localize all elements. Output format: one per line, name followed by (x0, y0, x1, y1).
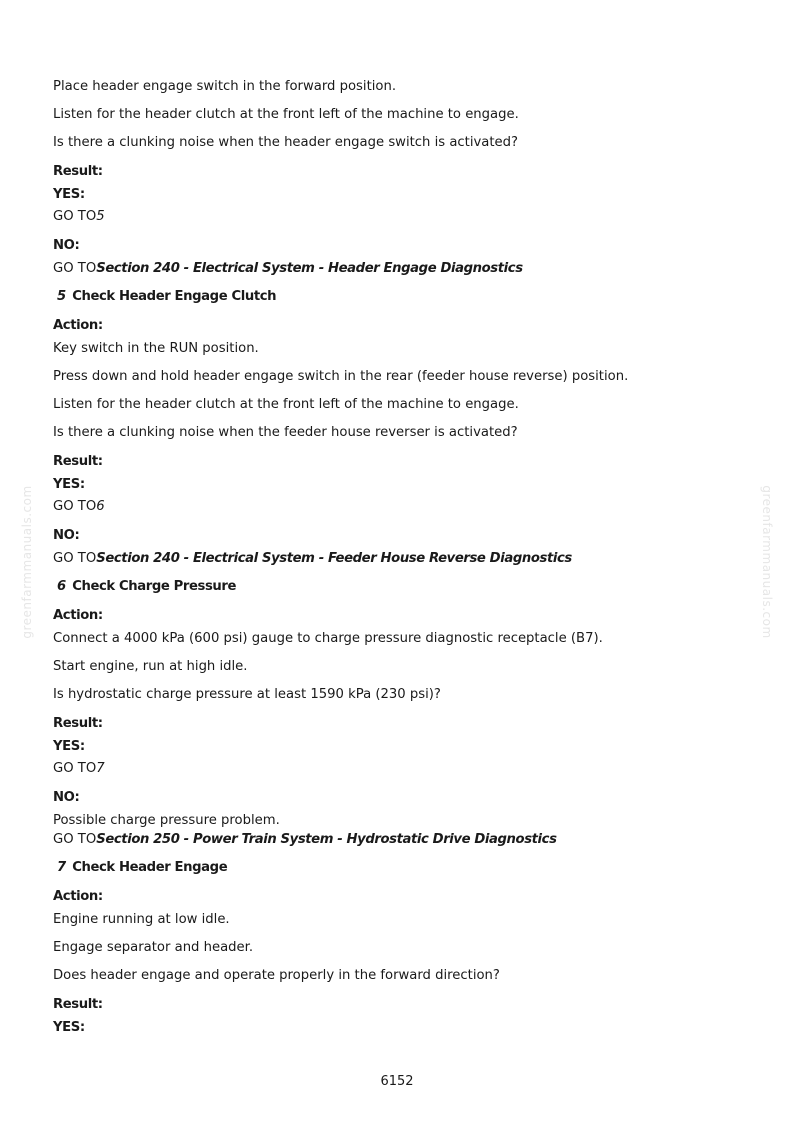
no-label: NO: (53, 238, 80, 253)
instruction-text: Listen for the header clutch at the front left of the machine to engage. (53, 107, 519, 122)
yes-label: YES: (53, 477, 85, 492)
action-text: Start engine, run at high idle. (53, 659, 248, 674)
goto-step-link[interactable]: 6 (96, 499, 105, 514)
action-text: Connect a 4000 kPa (600 psi) gauge to charge pressure diagnostic receptacle (B7). (53, 631, 603, 646)
no-text: Possible charge pressure problem. (53, 813, 280, 828)
result-label: Result: (53, 716, 103, 731)
instruction-text: Place header engage switch in the forward position. (53, 79, 397, 94)
step-number: 7 (57, 860, 67, 875)
action-text: Press down and hold header engage switch in the rear (feeder house reverse) position. (53, 369, 629, 384)
action-text: Engine running at low idle. (53, 912, 230, 927)
step-heading (57, 860, 227, 876)
yes-label: YES: (53, 739, 85, 754)
goto-label: GO TO (53, 551, 97, 566)
step-heading (57, 579, 236, 595)
question-text: Does header engage and operate properly in the forward direction? (53, 968, 500, 983)
no-label: NO: (53, 528, 80, 543)
step-heading (57, 289, 276, 305)
yes-label: YES: (53, 187, 85, 202)
section-link[interactable]: Section 250 - Power Train System - Hydrostatic Drive Diagnostics (96, 832, 557, 847)
step-title: Check Header Engage Clutch (72, 289, 277, 304)
goto-line (53, 551, 572, 567)
goto-line (53, 209, 105, 225)
action-label: Action: (53, 889, 103, 904)
result-label: Result: (53, 997, 103, 1012)
goto-label: GO TO (53, 261, 97, 276)
question-text: Is hydrostatic charge pressure at least 1590 kPa (230 psi)? (53, 687, 441, 702)
goto-step-link[interactable]: 5 (96, 209, 105, 224)
watermark-left: greenfarmmanuals.com (19, 485, 34, 639)
yes-label: YES: (53, 1020, 85, 1035)
goto-label: GO TO (53, 761, 97, 776)
section-link[interactable]: Section 240 - Electrical System - Feeder House Reverse Diagnostics (96, 551, 572, 566)
goto-step-link[interactable]: 7 (96, 761, 105, 776)
goto-label: GO TO (53, 209, 97, 224)
question-text: Is there a clunking noise when the feeder house reverser is activated? (53, 425, 518, 440)
step-number: 6 (57, 579, 67, 594)
goto-line (53, 261, 523, 277)
goto-line (53, 499, 105, 515)
question-text: Is there a clunking noise when the header engage switch is activated? (53, 135, 519, 150)
step-title: Check Header Engage (72, 860, 228, 875)
result-label: Result: (53, 164, 103, 179)
page-number: 6152 (380, 1074, 414, 1089)
no-label: NO: (53, 790, 80, 805)
action-text: Engage separator and header. (53, 940, 254, 955)
step-number: 5 (57, 289, 67, 304)
action-label: Action: (53, 608, 103, 623)
goto-line (53, 832, 557, 848)
section-link[interactable]: Section 240 - Electrical System - Header Engage Diagnostics (96, 261, 523, 276)
action-text: Listen for the header clutch at the front left of the machine to engage. (53, 397, 519, 412)
watermark-right: greenfarmmanuals.com (760, 485, 775, 639)
goto-label: GO TO (53, 832, 97, 847)
result-label: Result: (53, 454, 103, 469)
goto-label: GO TO (53, 499, 97, 514)
step-title: Check Charge Pressure (72, 579, 237, 594)
action-label: Action: (53, 318, 103, 333)
goto-line (53, 761, 105, 777)
action-text: Key switch in the RUN position. (53, 341, 259, 356)
